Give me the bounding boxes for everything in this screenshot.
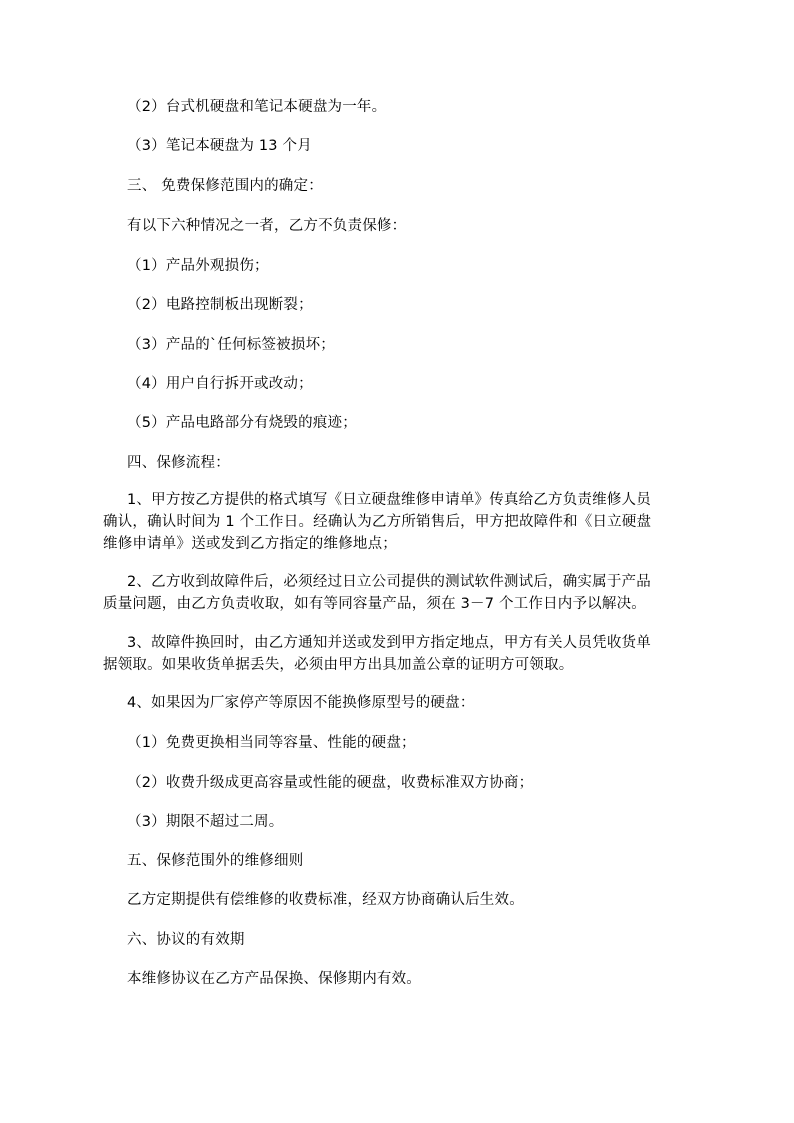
- paragraph-line: 质量问题，由乙方负责收取，如有等同容量产品，须在 3－7 个工作日内予以解决。: [103, 596, 646, 612]
- text-line: （3）笔记本硬盘为 13 个月: [127, 138, 312, 154]
- list-item: （4）用户自行拆开或改动；: [127, 376, 313, 392]
- text-line: 本维修协议在乙方产品保换、保修期内有效。: [127, 971, 421, 987]
- section-heading: 三、 免费保修范围内的确定：: [127, 178, 323, 194]
- paragraph-line: 2、乙方收到故障件后，必须经过日立公司提供的测试软件测试后，确实属于产品: [127, 574, 651, 590]
- list-item: （2）收费升级成更高容量或性能的硬盘，收费标准双方协商；: [127, 775, 534, 791]
- paragraph-line: 据领取。如果收货单据丢失，必须由甲方出具加盖公章的证明方可领取。: [103, 657, 574, 673]
- section-heading: 五、保修范围外的维修细则: [127, 853, 304, 869]
- text-line: （2）台式机硬盘和笔记本硬盘为一年。: [127, 99, 387, 115]
- text-line: 4、如果因为厂家停产等原因不能换修原型号的硬盘：: [127, 695, 475, 711]
- text-line: 乙方定期提供有偿维修的收费标准，经双方协商确认后生效。: [127, 892, 524, 908]
- paragraph-line: 1、甲方按乙方提供的格式填写《日立硬盘维修申请单》传真给乙方负责维修人员: [127, 492, 651, 508]
- paragraph-line: 3、故障件换回时，由乙方通知并送或发到甲方指定地点，甲方有关人员凭收货单: [127, 635, 651, 651]
- section-heading: 六、协议的有效期: [127, 932, 245, 948]
- list-item: （1）免费更换相当同等容量、性能的硬盘；: [127, 735, 416, 751]
- list-item: （2）电路控制板出现断裂；: [127, 297, 313, 313]
- section-heading: 四、保修流程：: [127, 455, 230, 471]
- list-item: （3）期限不超过二周。: [127, 814, 284, 830]
- list-item: （5）产品电路部分有烧毁的痕迹；: [127, 415, 357, 431]
- list-item: （3）产品的`任何标签被损坏；: [127, 337, 335, 353]
- paragraph-line: 确认，确认时间为 1 个工作日。经确认为乙方所销售后，甲方把故障件和《日立硬盘: [103, 514, 652, 530]
- text-line: 有以下六种情况之一者，乙方不负责保修：: [127, 218, 407, 234]
- paragraph-line: 维修申请单》送或发到乙方指定的维修地点；: [103, 536, 397, 552]
- list-item: （1）产品外观损伤；: [127, 258, 269, 274]
